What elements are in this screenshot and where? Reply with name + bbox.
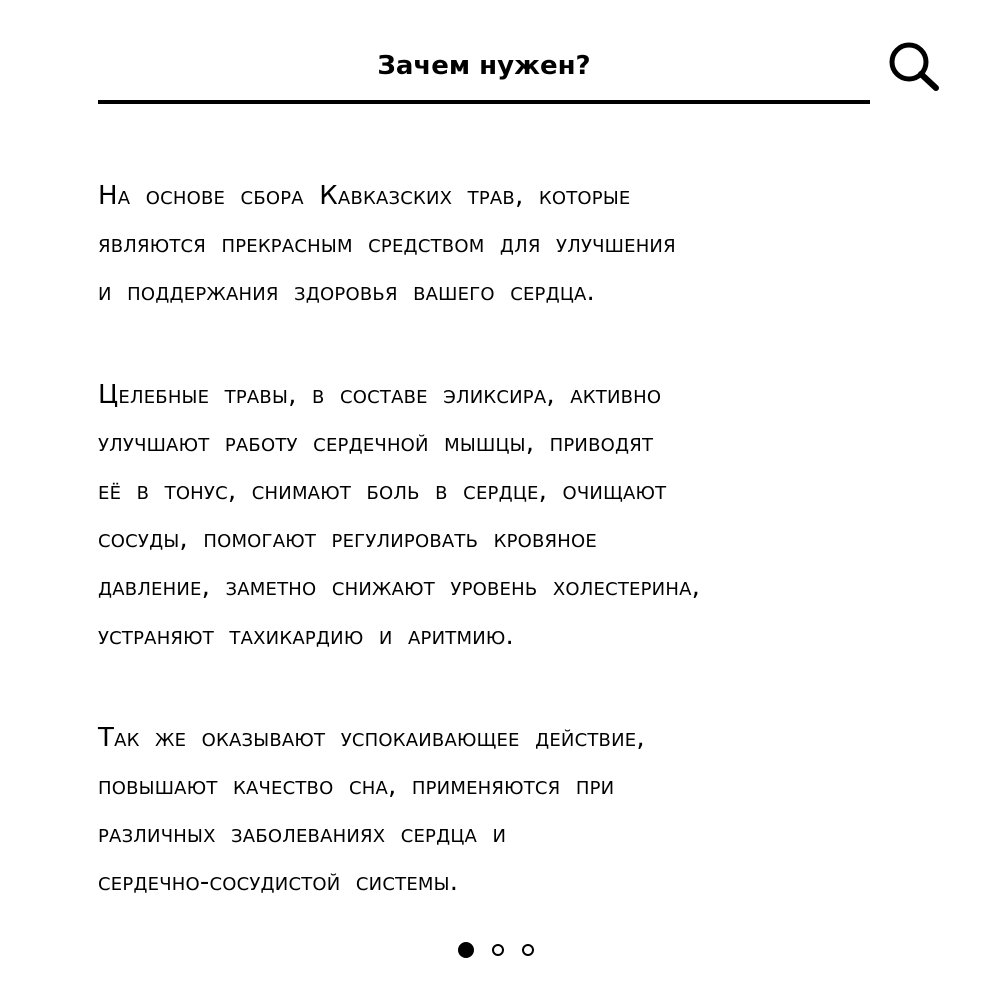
paragraph-calming: Так же оказывают успокаивающее действие, повышают качество сна, применяются при различных заболеваниях сердца и сердечно-сосудистой системы. [98,722,645,898]
paragraph-benefits: Целебные травы, в составе эликсира, активно улучшают работу сердечной мышцы, приводят её в тонус, снимают боль в сердце, очищают сосуды, помогают регулировать кровяное давление, заметно снижают уровень холестерина, устраняют тахикардию и аритмию. [98,379,701,651]
page-dot-1[interactable] [458,942,474,958]
carousel-pagination [458,940,548,960]
description-text [98,172,928,961]
page-dot-3[interactable] [522,944,534,956]
search-icon[interactable] [886,40,946,96]
paragraph-intro: На основе сбора Кавказских трав, которые являются прекрасным средством для улучшения и поддержания здоровья вашего сердца. [98,181,676,308]
page-header [98,40,870,104]
search-icon-graphic [886,40,946,96]
page-title: Зачем нужен? [377,51,591,81]
header-divider [98,100,870,104]
page-dot-2[interactable] [492,944,504,956]
